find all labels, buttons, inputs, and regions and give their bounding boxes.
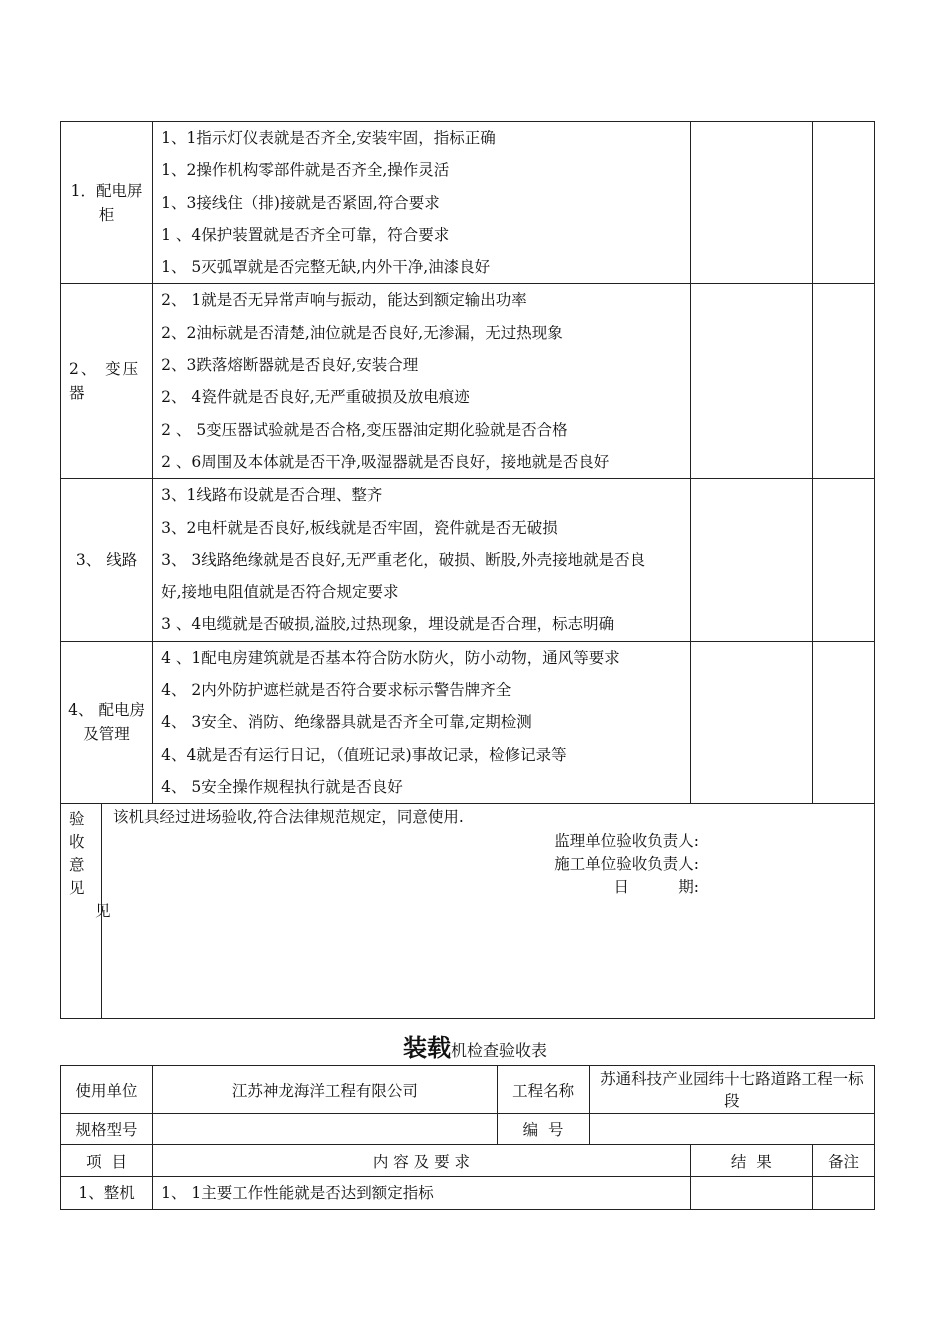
column-header-row <box>61 1145 875 1177</box>
item-line: 2、3跌落熔断器就是否良好,安装合理 <box>161 356 419 375</box>
result-cell[interactable] <box>690 284 812 479</box>
section-category: 2、 变压器 <box>61 284 153 479</box>
project-value: 苏通科技产业园纬十七路道路工程一标段 <box>589 1066 874 1114</box>
item-line: 1、2操作机构零部件就是否齐全,操作灵活 <box>161 161 450 180</box>
section-items <box>153 479 691 641</box>
acceptance-label-char: 收 <box>69 833 85 852</box>
result-cell[interactable] <box>690 1177 812 1210</box>
item-line: 4、 3安全、消防、绝缘器具就是否齐全可靠,定期检测 <box>161 713 532 732</box>
item-line: 1、 5灭弧罩就是否完整无缺,内外干净,油漆良好 <box>161 258 491 277</box>
section-items <box>153 641 691 803</box>
number-value[interactable] <box>589 1114 874 1145</box>
contractor-signature-label: 施工单位验收负责人: <box>554 855 699 874</box>
section-row-3 <box>61 479 875 641</box>
user-label: 使用单位 <box>61 1066 153 1114</box>
section-category: 3、 线路 <box>61 479 153 641</box>
user-value: 江苏神龙海洋工程有限公司 <box>153 1066 497 1114</box>
item-line: 2、 4瓷件就是否良好,无严重破损及放电痕迹 <box>161 388 470 407</box>
row-item: 1、整机 <box>61 1177 153 1210</box>
table-row <box>61 1177 875 1210</box>
item-line: 1 、4保护装置就是否齐全可靠，符合要求 <box>161 225 450 244</box>
form-title-bold: 装载 <box>402 1033 451 1062</box>
col-content-header: 内 容 及 要 求 <box>153 1145 691 1177</box>
item-line: 4、4就是否有运行日记，（值班记录)事故记录，检修记录等 <box>161 745 567 764</box>
note-cell[interactable] <box>812 284 874 479</box>
item-line: 4、 5安全操作规程执行就是否良好 <box>161 777 403 796</box>
col-item-header: 项 目 <box>61 1145 153 1177</box>
row-content: 1、 1主要工作性能就是否达到额定指标 <box>153 1177 691 1210</box>
acceptance-label-char: 见 <box>95 902 111 921</box>
section-row-4 <box>61 641 875 803</box>
inspection-table <box>60 121 875 1019</box>
section-category: 4、 配电房及管理 <box>61 641 153 803</box>
item-line: 2、2油标就是否清楚,油位就是否良好,无渗漏，无过热现象 <box>161 323 563 342</box>
section-row-1 <box>61 122 875 284</box>
acceptance-label <box>69 808 111 923</box>
item-line: 3、1线路布设就是否合理、整齐 <box>161 486 383 505</box>
acceptance-text: 该机具经过进场验收,符合法律规范规定，同意使用. <box>113 808 464 827</box>
col-note-header: 备注 <box>812 1145 874 1177</box>
acceptance-label-char: 验 <box>69 810 85 829</box>
note-cell[interactable] <box>812 479 874 641</box>
note-cell[interactable] <box>812 641 874 803</box>
item-line: 2、 1就是否无异常声响与振动，能达到额定输出功率 <box>161 291 527 310</box>
section-items <box>153 284 691 479</box>
section-items <box>153 122 691 284</box>
item-line: 4 、1配电房建筑就是否基本符合防水防火，防小动物，通风等要求 <box>161 648 620 667</box>
item-line: 3 、4电缆就是否破损,溢胶,过热现象，埋设就是否合理，标志明确 <box>161 615 615 634</box>
form-title <box>0 1028 950 1063</box>
item-line: 2 、6周围及本体就是否干净,吸湿器就是否良好，接地就是否良好 <box>161 452 610 471</box>
acceptance-label-char: 见 <box>69 879 85 898</box>
header-row-model <box>61 1114 875 1145</box>
item-line: 3、 3线路绝缘就是否良好,无严重老化，破损、断股,外壳接地就是否良 <box>161 550 646 569</box>
item-line: 1、1指示灯仪表就是否齐全,安装牢固，指标正确 <box>161 129 496 147</box>
item-line: 2 、 5变压器试验就是否合格,变压器油定期化验就是否合格 <box>161 420 568 439</box>
header-row-user <box>61 1066 875 1114</box>
acceptance-label-char: 意 <box>69 856 85 875</box>
section-category: 1．配电屏柜 <box>61 122 153 284</box>
col-result-header: 结 果 <box>690 1145 812 1177</box>
result-cell[interactable] <box>690 641 812 803</box>
note-cell[interactable] <box>812 1177 874 1210</box>
project-label: 工程名称 <box>497 1066 589 1114</box>
loader-inspection-table <box>60 1065 875 1210</box>
acceptance-signatures <box>554 830 699 899</box>
date-label: 日 期: <box>613 878 699 897</box>
item-line: 好,接地电阻值就是否符合规定要求 <box>161 583 399 602</box>
acceptance-row <box>61 804 875 1019</box>
model-value[interactable] <box>153 1114 497 1145</box>
acceptance-cell <box>61 804 875 1019</box>
result-cell[interactable] <box>690 122 812 284</box>
result-cell[interactable] <box>690 479 812 641</box>
item-line: 1、3接线住（排)接就是否紧固,符合要求 <box>161 193 440 212</box>
model-label: 规格型号 <box>61 1114 153 1145</box>
form-title-rest: 机检查验收表 <box>450 1041 547 1060</box>
item-line: 3、2电杆就是否良好,板线就是否牢固，瓷件就是否无破损 <box>161 518 558 537</box>
number-label: 编 号 <box>497 1114 589 1145</box>
section-row-2 <box>61 284 875 479</box>
supervisor-signature-label: 监理单位验收负责人: <box>554 832 699 851</box>
note-cell[interactable] <box>812 122 874 284</box>
item-line: 4、 2内外防护遮栏就是否符合要求标示警告牌齐全 <box>161 681 512 700</box>
